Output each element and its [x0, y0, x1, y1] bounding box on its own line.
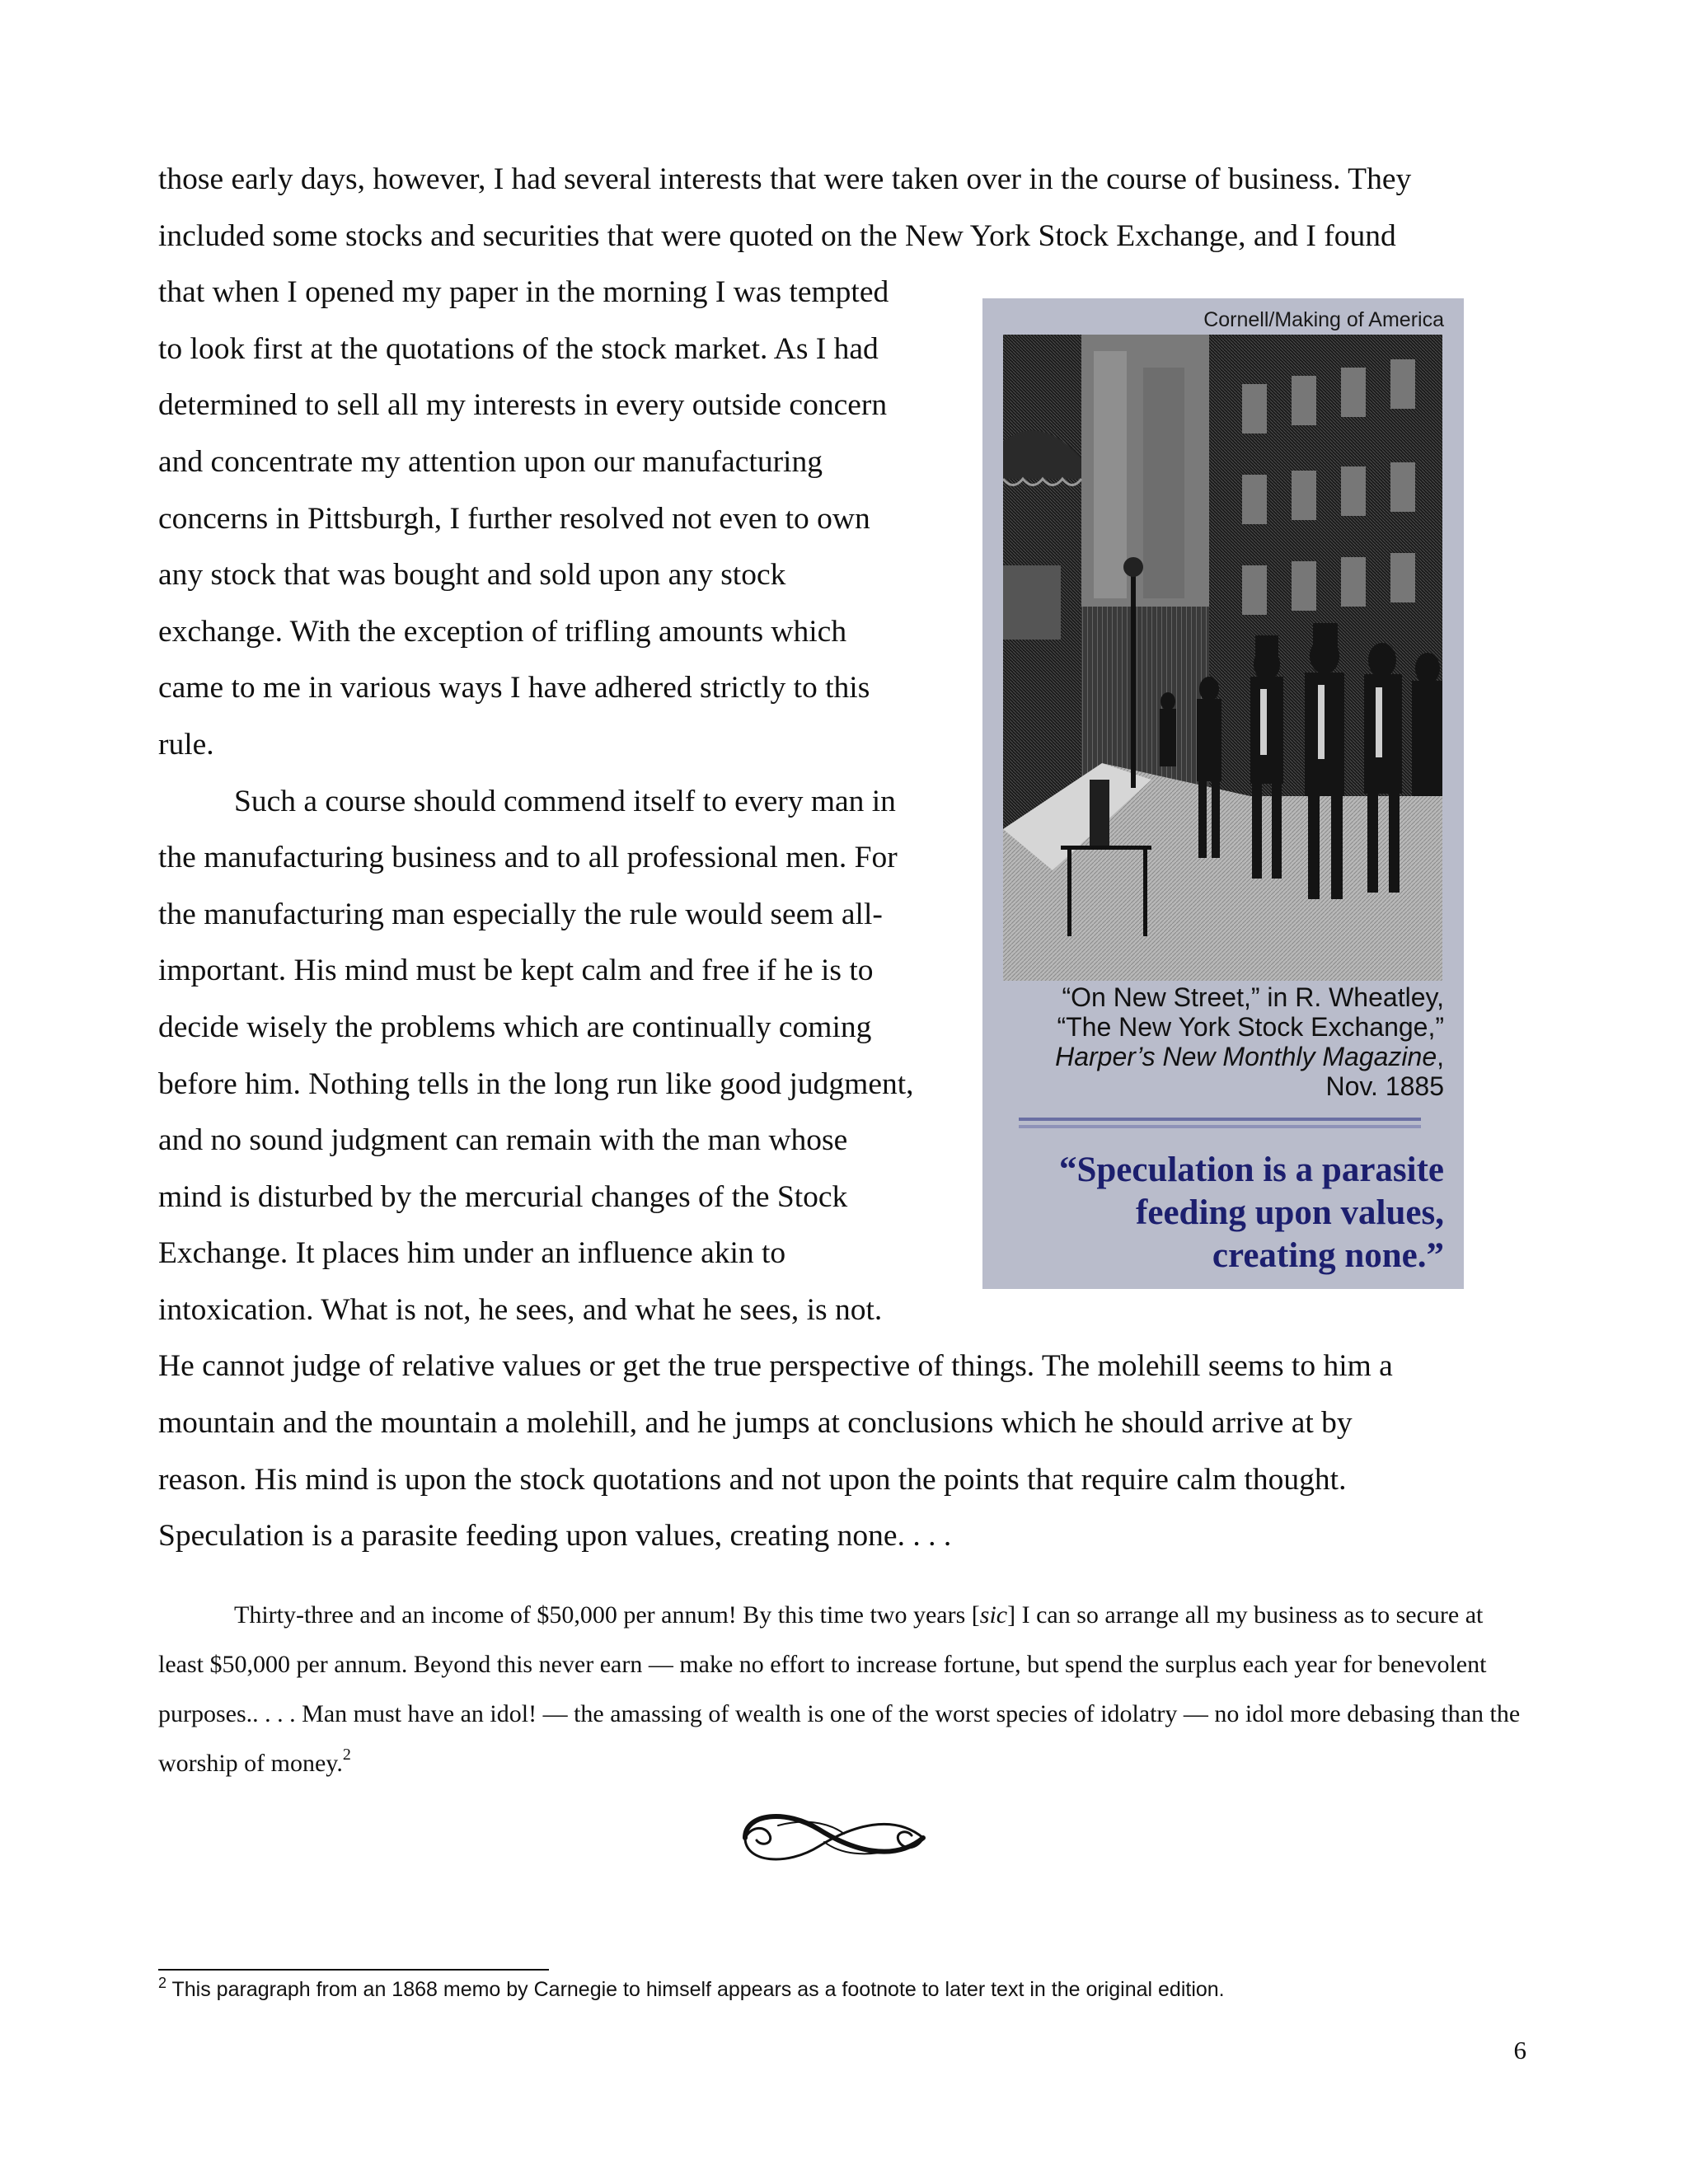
- engraving-image: [1003, 335, 1442, 981]
- footnote: [158, 1975, 1526, 2004]
- caption-line: Nov. 1885: [1325, 1071, 1444, 1101]
- flourish-ornament-icon: [729, 1801, 940, 1875]
- body-line: concerns in Pittsburgh, I further resolved not even to own: [158, 501, 870, 536]
- caption-line: “On New Street,” in R. Wheatley,: [1062, 982, 1444, 1012]
- body-line: and no sound judgment can remain with the man whose: [158, 1123, 848, 1158]
- body-line: rule.: [158, 727, 214, 762]
- body-line: any stock that was bought and sold upon any stock: [158, 558, 786, 593]
- memo-text: ] I can so arrange all my business as to secure at least $50,000 per annum. Beyond this never earn — make no effort to increase fortune, but spend the surplus each year for benevolent purposes.. . . . Man must have an idol! — the amassing of wealth is one of the worst species of idolatry — no idol more debasing than the worship of money.: [158, 1601, 1521, 1777]
- body-line: that when I opened my paper in the morning I was tempted: [158, 275, 889, 310]
- body-line: the manufacturing business and to all professional men. For: [158, 841, 898, 875]
- footnote-reference[interactable]: 2: [342, 1746, 351, 1764]
- body-line: and concentrate my attention upon our manufacturing: [158, 444, 823, 479]
- image-credit: Cornell/Making of America: [1203, 308, 1444, 331]
- body-line: Speculation is a parasite feeding upon values, creating none. . . .: [158, 1519, 952, 1554]
- body-line: Such a course should commend itself to every man in: [234, 784, 896, 818]
- memo-paragraph: [158, 1591, 1526, 1788]
- body-line: important. His mind must be kept calm and free if he is to: [158, 954, 874, 988]
- caption-line: [999, 1042, 1444, 1071]
- pull-quote-line: feeding upon values,: [1136, 1193, 1444, 1232]
- image-caption: [999, 982, 1444, 1101]
- divider: [1019, 1125, 1421, 1128]
- caption-comma: ,: [1437, 1042, 1444, 1071]
- body-line: He cannot judge of relative values or get the true perspective of things. The molehill seems to him a: [158, 1349, 1393, 1384]
- divider: [1019, 1118, 1421, 1121]
- footnote-separator: [158, 1969, 549, 1971]
- pull-quote-line: creating none.”: [1212, 1236, 1444, 1275]
- body-line: intoxication. What is not, he sees, and what he sees, is not.: [158, 1292, 883, 1327]
- body-line: decide wisely the problems which are continually coming: [158, 1010, 872, 1044]
- pull-quote: [999, 1149, 1444, 1277]
- body-line: determined to sell all my interests in every outside concern: [158, 388, 888, 423]
- body-line: to look first at the quotations of the stock market. As I had: [158, 331, 879, 366]
- body-line: before him. Nothing tells in the long run like good judgment,: [158, 1066, 914, 1101]
- footnote-text: This paragraph from an 1868 memo by Carnegie to himself appears as a footnote to later text in the original edition.: [166, 1978, 1225, 2001]
- body-line: mind is disturbed by the mercurial changes of the Stock: [158, 1179, 848, 1214]
- body-line: included some stocks and securities that were quoted on the New York Stock Exchange, and I found: [158, 218, 1396, 253]
- body-line: reason. His mind is upon the stock quotations and not upon the points that require calm thought.: [158, 1462, 1347, 1497]
- body-line: Exchange. It places him under an influence akin to: [158, 1236, 786, 1271]
- body-line: exchange. With the exception of trifling amounts which: [158, 614, 847, 649]
- memo-sic: sic: [979, 1601, 1008, 1629]
- body-line: the manufacturing man especially the rule would seem all-: [158, 897, 883, 931]
- sidebar-box: [982, 298, 1464, 1289]
- memo-text: Thirty-three and an income of $50,000 per annum! By this time two years [: [234, 1601, 980, 1629]
- pull-quote-line: “Speculation is a parasite: [1058, 1151, 1444, 1189]
- body-line: came to me in various ways I have adhered strictly to this: [158, 671, 870, 705]
- body-line: mountain and the mountain a molehill, and he jumps at conclusions which he should arrive at by: [158, 1406, 1353, 1441]
- body-line: those early days, however, I had several interests that were taken over in the course of business. They: [158, 162, 1412, 196]
- caption-line: “The New York Stock Exchange,”: [1057, 1012, 1444, 1042]
- caption-publication: Harper’s New Monthly Magazine: [1055, 1042, 1437, 1071]
- footnote-marker: 2: [158, 1975, 167, 1991]
- page-number: 6: [1513, 2036, 1526, 2064]
- memo-quote: [158, 1591, 1526, 1788]
